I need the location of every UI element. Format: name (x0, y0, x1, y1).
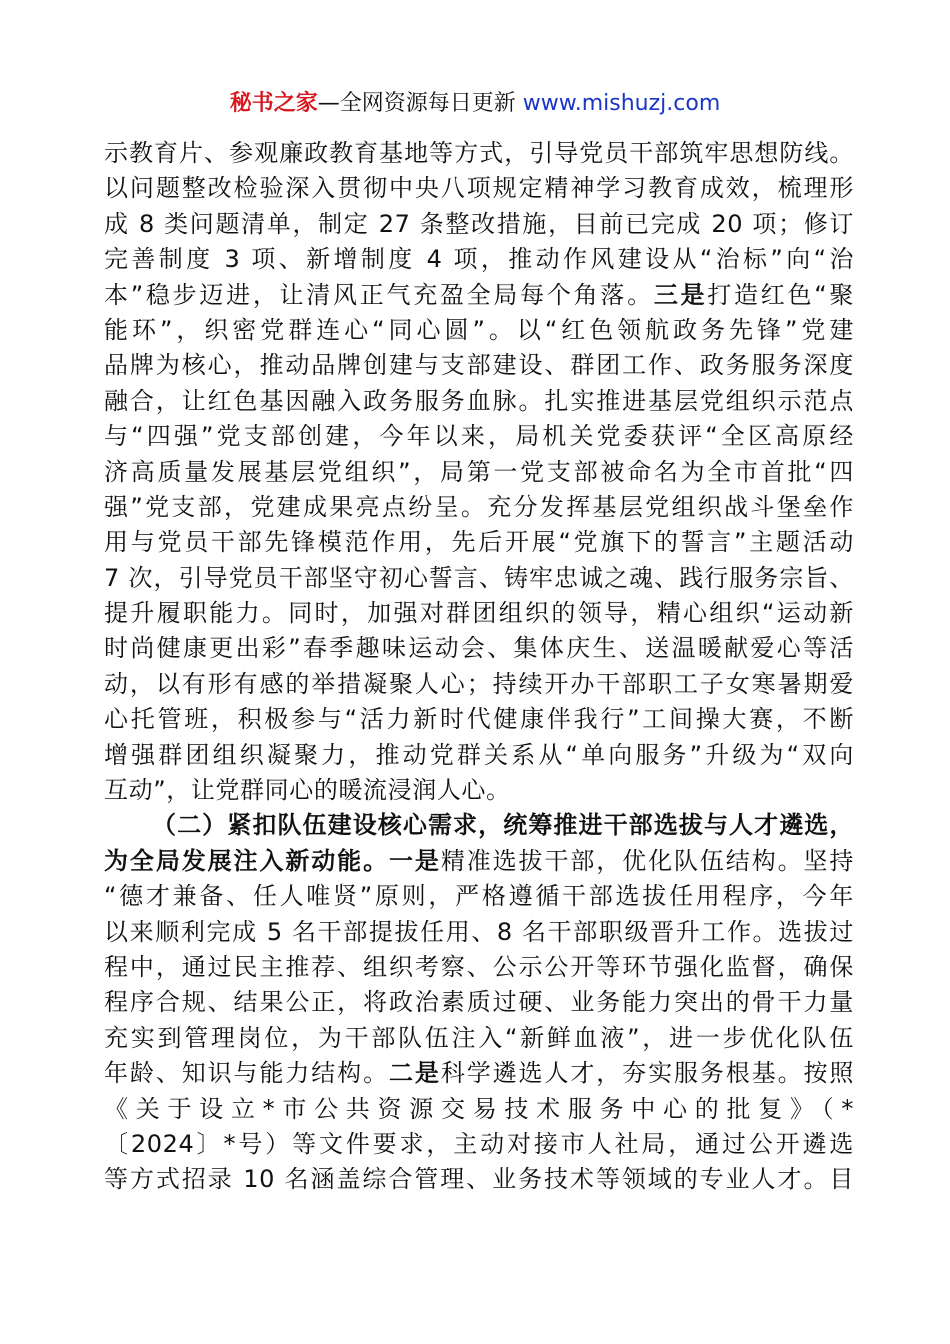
text-run: 本”稳步迈进，让清风正气充盈全局每个角落。 (104, 280, 654, 309)
text-run: 能环”，织密党群连心“同心圆”。以“红色领航政务先锋”党建 (104, 315, 854, 344)
bold-text-run: （二）紧扣队伍建设核心需求，统筹推进干部选拔与人才遴选， (152, 811, 854, 840)
text-run: 等方式招录 10 名涵盖综合管理、业务技术等领域的专业人才。目 (104, 1165, 854, 1194)
text-run: 增强群团组织凝聚力，推动党群关系从“单向服务”升级为“双向 (104, 740, 854, 769)
text-line (104, 844, 854, 879)
text-line (104, 348, 854, 383)
text-run: “德才兼备、任人唯贤”原则，严格遵循干部选拔任用程序，今年 (104, 882, 854, 911)
text-line (104, 490, 854, 525)
bold-text-run: 一是 (388, 846, 441, 875)
text-line (104, 1092, 854, 1127)
text-run: 程序合规、结果公正，将政治素质过硬、业务能力突出的骨干力量 (104, 988, 854, 1017)
text-run: 科学遴选人才，夯实服务根基。按照 (440, 1059, 855, 1088)
text-run: 精准选拔干部，优化队伍结构。坚持 (440, 846, 855, 875)
text-line (104, 667, 854, 702)
site-tagline: —全网资源每日更新 (317, 91, 523, 116)
text-run: 品牌为核心，推动品牌创建与支部建设、群团工作、政务服务深度 (104, 351, 854, 380)
text-line (104, 313, 854, 348)
text-run: 年龄、知识与能力结构。 (104, 1059, 389, 1088)
text-line (104, 985, 854, 1020)
site-url-link[interactable]: www.mishuzj.com (522, 91, 721, 116)
text-line (104, 171, 854, 206)
text-line (104, 384, 854, 419)
text-run: 《关于设立*市公共资源交易技术服务中心的批复》（* (104, 1094, 854, 1123)
text-run: 与“四强”党支部创建，今年以来，局机关党委获评“全区高原经 (104, 422, 854, 451)
text-line (104, 136, 854, 171)
text-line (104, 879, 854, 914)
text-line (104, 631, 854, 666)
text-run: 打造红色“聚 (707, 280, 854, 309)
text-line (104, 1127, 854, 1162)
text-line (104, 207, 854, 242)
text-run: 程中，通过民主推荐、组织考察、公示公开等环节强化监督，确保 (104, 952, 854, 981)
text-line (104, 1021, 854, 1056)
text-line (104, 915, 854, 950)
text-line (104, 1162, 854, 1197)
text-run: 以问题整改检验深入贯彻中央八项规定精神学习教育成效，梳理形 (104, 174, 854, 203)
text-run: 示教育片、参观廉政教育基地等方式，引导党员干部筑牢思想防线。 (104, 139, 854, 167)
text-run: 互动”，让党群同心的暖流浸润人心。 (104, 776, 511, 805)
bold-text-run: 为全局发展注入新动能。 (104, 846, 389, 875)
text-line (104, 1056, 854, 1091)
text-line (104, 455, 854, 490)
text-run: 时尚健康更出彩”春季趣味运动会、集体庆生、送温暖献爱心等活 (104, 634, 854, 663)
text-run: 完善制度 3 项、新增制度 4 项，推动作风建设从“治标”向“治 (104, 245, 854, 274)
text-run: 心托管班，积极参与“活力新时代健康伴我行”工间操大赛，不断 (104, 705, 854, 734)
text-line (104, 596, 854, 631)
text-run: 用与党员干部先锋模范作用，先后开展“党旗下的誓言”主题活动 (104, 528, 854, 557)
site-brand: 秘书之家 (229, 91, 318, 116)
text-line (104, 561, 854, 596)
text-line (104, 419, 854, 454)
text-line (104, 278, 854, 313)
text-run: 提升履职能力。同时，加强对群团组织的领导，精心组织“运动新 (104, 599, 854, 628)
text-run: 济高质量发展基层党组织”，局第一党支部被命名为全市首批“四 (104, 457, 854, 486)
text-run: 7 次，引导党员干部坚守初心誓言、铸牢忠诚之魂、践行服务宗旨、 (104, 563, 854, 592)
text-line (104, 738, 854, 773)
text-line (104, 242, 854, 277)
document-body (104, 136, 854, 1198)
text-run: 强”党支部，党建成果亮点纷呈。充分发挥基层党组织战斗堡垒作 (104, 492, 854, 521)
text-run: 融合，让红色基因融入政务服务血脉。扎实推进基层党组织示范点 (104, 386, 854, 415)
text-line (104, 525, 854, 560)
bold-text-run: 三是 (653, 280, 708, 309)
text-line (104, 773, 854, 808)
text-run: 充实到管理岗位，为干部队伍注入“新鲜血液”，进一步优化队伍 (104, 1023, 854, 1052)
text-run: 成 8 类问题清单，制定 27 条整改措施，目前已完成 20 项；修订 (104, 209, 854, 238)
text-line (104, 950, 854, 985)
text-run: 动，以有形有感的举措凝聚人心；持续开办干部职工子女寒暑期爱 (104, 669, 854, 698)
text-run: 〔2024〕*号）等文件要求，主动对接市人社局，通过公开遴选 (104, 1129, 854, 1158)
text-run: 以来顺利完成 5 名干部提拔任用、8 名干部职级晋升工作。选拔过 (104, 917, 854, 946)
text-line (104, 702, 854, 737)
text-line (104, 808, 854, 843)
bold-text-run: 二是 (388, 1059, 441, 1088)
site-header (0, 88, 950, 120)
